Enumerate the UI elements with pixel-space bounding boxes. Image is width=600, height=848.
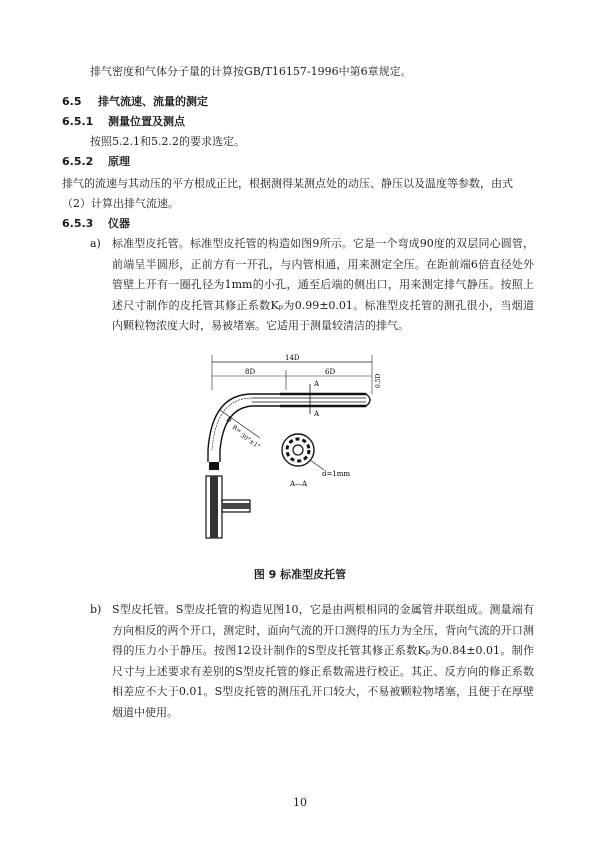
section-6-5-2-heading xyxy=(62,152,130,172)
dim-d-label: D xyxy=(224,415,233,425)
section-number: 6.5 xyxy=(62,95,82,108)
list-item-text: S型皮托管。S型皮托管的构造见图10，它是由两根相同的金属管并联组成。测量端有方向相反的两个开口，测定时，面向气流的开口测得的压力为全压，背向气流的开口测得的压力小于静压。按图12设计制作的S型皮托管其修正系数Kₚ为0.84±0.01。制作尺寸与上述要求有差别的S型皮托管的修正系数需进行校正。其正、反方向的修正系数相差应不大于0.01。S型皮托管的测压孔开口较大，不易被颗粒物堵塞，且便于在厚壁烟道中使用。 xyxy=(112,603,534,719)
list-item-a xyxy=(90,234,534,337)
section-mark-top: A xyxy=(314,380,320,388)
figure-caption: 图 9 标准型皮托管 xyxy=(253,568,347,581)
section-title: A—A xyxy=(290,480,308,488)
section-mark-bottom: A xyxy=(314,410,320,418)
radius-label: R= xyxy=(230,423,243,436)
list-marker: a) xyxy=(90,237,101,250)
list-item-b xyxy=(90,600,534,723)
dim-total-label: 14D xyxy=(285,354,300,362)
dim-tip-label: 0.5D xyxy=(375,373,382,388)
dim-right-label: 6D xyxy=(325,368,336,376)
section-number: 6.5.1 xyxy=(62,115,94,128)
list-item-text: 标准型皮托管。标准型皮托管的构造如图9所示。它是一个弯成90度的双层同心圆管，前端呈半圆形，正前方有一开孔，与内管相通，用来测定全压。在距前端6倍直径处外管壁上开有一圈孔径为1mm的小孔，通至后端的侧出口，用来测定排气静压。按照上述尺寸制作的皮托管其修正系数Kₚ为0.99±0.01。标准型皮托管的测孔很小，当烟道内颗粒物浓度大时，易被堵塞。它适用于测量较清洁的排气。 xyxy=(112,237,534,332)
stem-core xyxy=(210,476,218,538)
section-6-5-3-heading xyxy=(62,214,130,234)
pitot-tube-figure xyxy=(190,350,410,550)
hole-label: d=1mm xyxy=(322,470,351,478)
section-6-5-heading xyxy=(62,92,208,112)
section-title: 原理 xyxy=(108,155,130,168)
page-number: 10 xyxy=(293,796,307,809)
section-number: 6.5.3 xyxy=(62,217,94,230)
hole-leader xyxy=(310,460,324,470)
section-inner-circle xyxy=(293,445,303,455)
section-title: 仪器 xyxy=(108,217,130,230)
intro-text: 排气密度和气体分子量的计算按GB/T16157-1996中第6章规定。 xyxy=(90,65,412,78)
section-number: 6.5.2 xyxy=(62,155,94,168)
list-marker: b) xyxy=(90,603,102,616)
section-holes-ring xyxy=(287,439,309,461)
angle-label: 30°±1° xyxy=(238,431,262,451)
tube-outer-horizontal xyxy=(252,394,370,406)
stem-joint xyxy=(209,462,219,470)
section-6-5-1-text: 按照5.2.1和5.2.2的要求选定。 xyxy=(90,135,245,148)
section-6-5-1-heading xyxy=(62,112,185,132)
dim-left-label: 8D xyxy=(245,368,256,376)
section-6-5-2-text-line2: （2）计算出排气流速。 xyxy=(62,197,179,210)
side-outlet-core xyxy=(222,503,250,509)
section-title: 测量位置及测点 xyxy=(108,115,185,128)
section-6-5-2-text-line1: 排气的流速与其动压的平方根成正比，根据测得某测点处的动压、静压以及温度等参数，由式 xyxy=(62,177,513,190)
section-title: 排气流速、流量的测定 xyxy=(98,95,208,108)
